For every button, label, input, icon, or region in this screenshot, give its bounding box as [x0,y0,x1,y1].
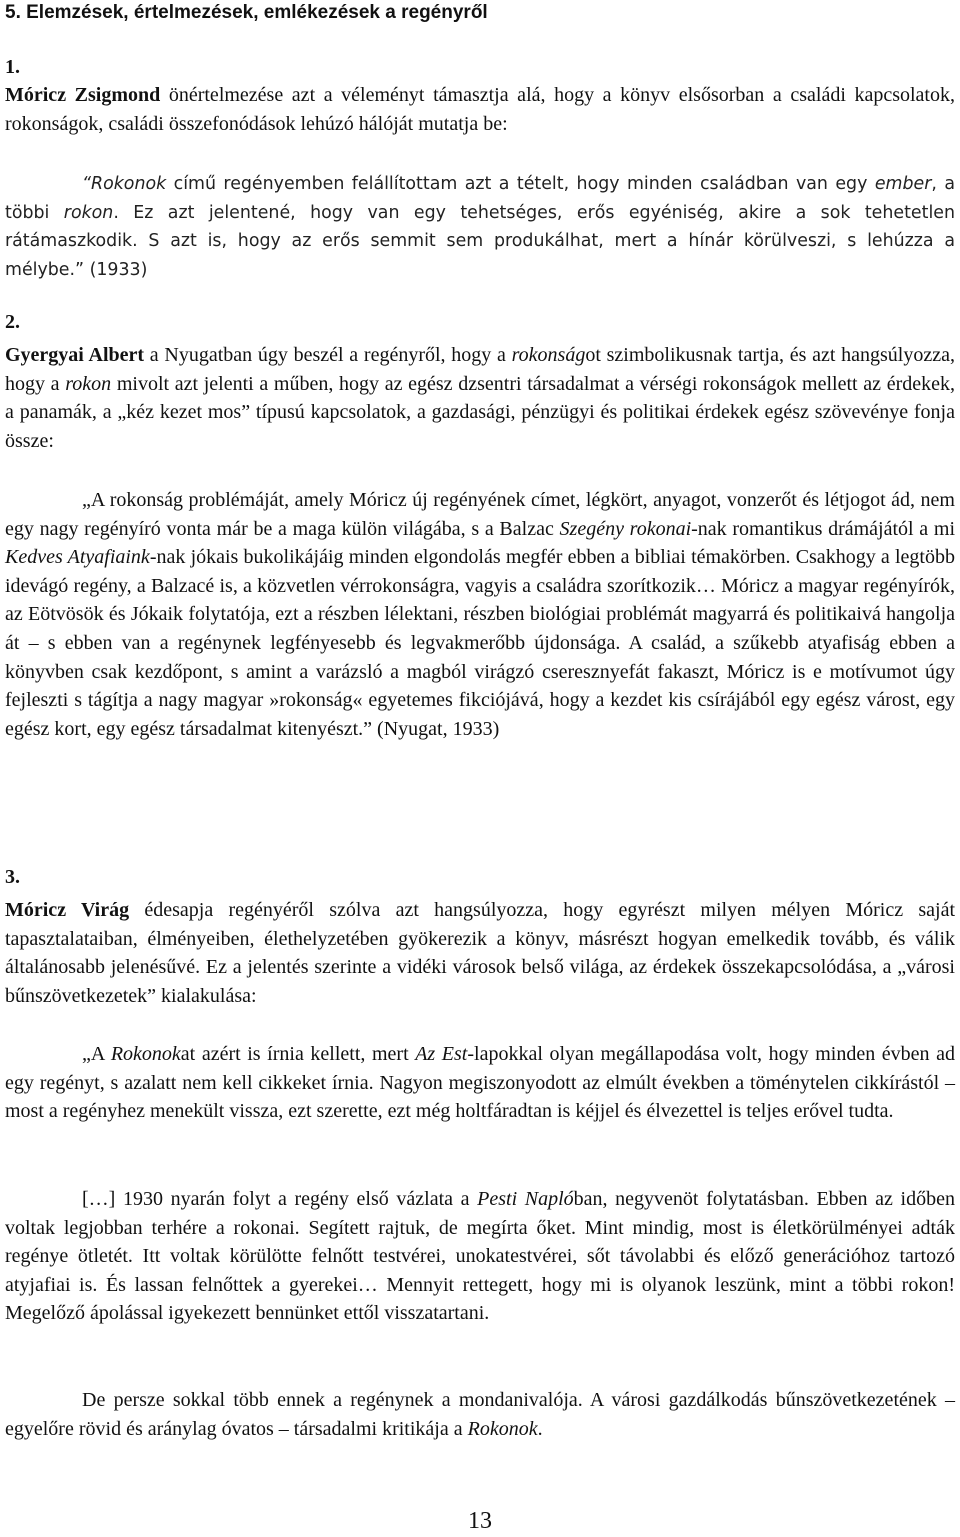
author-name: Móricz Zsigmond [5,84,161,106]
page-title: 5. Elemzések, értelmezések, emlékezések a regényről [5,2,488,23]
book-title: Szegény rokonai [559,517,692,540]
text: -nak jókais bukolikájáig minden elgondolás megfér ebben a bibliai témakörben. Csakhogy a legtöbb idevágó regény, a Balzacé is, a közvetlen vérrokonságra, vagyis a családra szorítkozik… Móricz a magyar regényírók, az Eötvösök és Jókaik folytatója, ezt a részben lélektani, részben biológiai problémát magyarrá és politikaivá hangolja át – s ebben van a regénynek legfényesebb és legvakmerőbb újdonsága. A család, a szűkebb atyafiság ebben a könyvben csak kezdőpont, s amint a varázsló a magból virágzó cseresznyefát fakaszt, Móricz is e motívumot úgy fejleszti s tágítja a nagy magyar »rokonság« egyetemes fikciójává, hogy a kezdet kis csírájából egy egész várost, egy egész kort, egy egész társadalmat kitenyészt.” (Nyugat, 1933) [5,546,955,740]
citation: ” (1933) [75,259,148,280]
section-number-3: 3. [5,866,20,888]
text: -nak romantikus drámájától a mi [691,517,956,540]
text: […] 1930 nyarán folyt a regény első vázlata a [82,1188,478,1210]
book-title: Rokonok [467,1417,538,1440]
text: mivolt azt jelenti a műben, hogy az egész dzsentri társadalmat a vérségi rokonságok mellett az érdekek, a panamák, a „kéz kezet mos” típusú kapcsolatok, a gazdasági, pénzügyi és politikai érdekek egész szövevénye fonja össze: [5,372,955,452]
newspaper-title: Pesti Napló [477,1188,574,1210]
text: „A rokonság problémáját, amely Móricz új regényének címet, légkört, anyagot, vonzerőt és létjogot ád, nem egy nagy regényíró vonta már be a maga külön világába, s a Balzac [5,489,955,540]
newspaper-title: Az Est [415,1043,468,1065]
text: édesapja regényéről szólva azt hangsúlyozza, hogy egyrészt milyen mélyen Móricz saját tapasztalataiban, élményeiben, élethelyzetében gyökerezik a könyv, másrészt hogyan emelkedik tovább, és válik általánosabb jelenésűvé. Ez a jelentés szerinte a vidéki városok belső világa, az érdekek összekapcsolódása, a „városi bűnszövetkezetek” kialakulása: [5,899,956,1007]
book-title: Kedves Atyafiaink [5,546,150,569]
author-name: Gyergyai Albert [5,344,145,366]
text: , a többi [5,174,956,223]
section-number-1: 1. [5,56,20,78]
section-3-quote-1 [5,1040,955,1126]
emphasis: ember [874,174,932,194]
text: önértelmezése azt a véleményt támasztja alá, hogy a könyv elsősorban a családi kapcsolatok, rokonságok, családi összefonódások lehúzó hálóját mutatja be: [5,84,955,135]
emphasis: rokonság [511,344,586,366]
text: at azért is írnia kellett, mert [180,1043,416,1065]
section-2-quote [5,486,955,743]
emphasis: rokon [65,372,112,395]
page-number: 13 [468,1508,492,1534]
text: -lapokkal olyan megállapodása volt, hogy minden évben ad egy regényt, s azalatt nem kell cikkeket írnia. Nagyon megiszonyodott az elmúlt években a töménytelen cikkírástól – most a regényhez menekült vissza, ezt szerette, ezt még holtfáradtan is kéjjel és élvezettel is teljes erővel tudta. [5,1043,956,1123]
text: ban, negyvenöt folytatásban. Ebben az időben voltak legjobban terhére a rokonai. Segített rajtuk, de megírta őket. Mint mindig, most is életkörülményei adták regénye ötletét. Itt voltak körülötte felnőtt testvérei, unokatestvérei, sőt távolabbi és előző generációhoz tartozó atyjafiai is. És lassan felnőttek a gyerekei… Mennyit rettegett, hogy mi is olyanok leszünk, mint a többi rokon! Megelőző ápolással igyekezett bennünket ettől visszatartani. [5,1188,955,1325]
text: című regényemben felállítottam azt a tételt, hogy minden családban van egy [166,174,875,194]
section-number-2: 2. [5,311,20,333]
book-title: Rokonok [91,174,167,194]
text: ot szimbolikusnak tartja, és azt hangsúlyozza, hogy a [5,344,955,395]
section-1-quote [5,170,955,284]
quote-open: “ [82,174,92,194]
author-name: Móricz Virág [5,899,130,921]
text: a Nyugatban úgy beszél a regényről, hogy a [144,344,512,366]
book-title: Rokonok [110,1043,181,1065]
section-3-intro [5,896,955,1010]
text: De persze sokkal több ennek a regénynek a mondanivalója. A városi gazdálkodás bűnszövetkezetének – egyelőre rövid és aránylag óvatos – társadalmi kritikája a [5,1389,955,1440]
emphasis: rokon [63,202,114,223]
text: . Ez azt jelentené, hogy van egy tehetséges, erős egyéniség, akire a sok tehetetlen rátámaszkodik. S azt is, hogy az erős semmit sem produkálhat, mert a hínár körülveszi, s lehúzza a mélybe. [5,202,955,280]
text: „A [82,1043,111,1065]
section-1-intro [5,81,955,138]
section-2-intro [5,341,955,455]
section-3-closing [5,1386,955,1443]
text: . [537,1417,543,1440]
section-3-quote-2 [5,1185,955,1328]
